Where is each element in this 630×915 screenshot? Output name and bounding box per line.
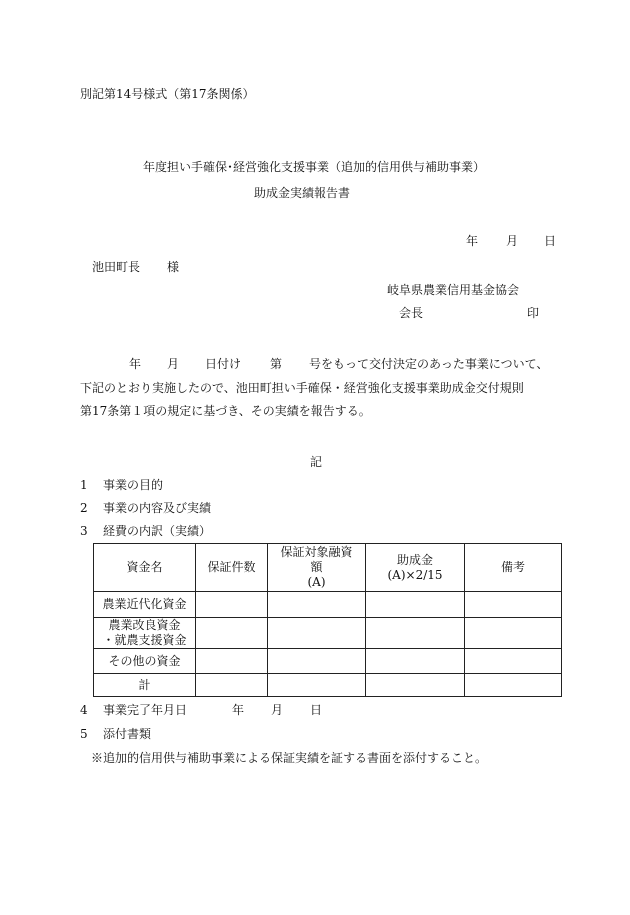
completion-month: 月 — [271, 703, 284, 717]
expense-table — [93, 543, 562, 697]
row-label-text: その他の資金 — [108, 653, 181, 668]
header-subsidy-line-2: (A)×2/15 — [387, 567, 443, 582]
completion-day: 日 — [310, 703, 323, 717]
header-fund-name-text: 資金名 — [126, 560, 163, 574]
header-loan-line-2: 額 — [310, 560, 323, 574]
body-month: 月 — [167, 357, 180, 371]
row-label-other-funds — [94, 649, 195, 673]
attachment-note: ※追加的信用供与補助事業による保証実績を証する書面を添付すること。 — [91, 751, 488, 765]
body-day: 日付け — [205, 357, 242, 371]
body-line-3: 第17条第１項の規定に基づき、その実績を報告する。 — [80, 404, 371, 418]
completion-year: 年 — [232, 703, 245, 717]
addressee-honorific: 様 — [167, 260, 180, 274]
header-subsidy-line-1: 助成金 — [396, 552, 433, 567]
header-subsidy — [366, 544, 464, 591]
item-label: 事業完了年月日 — [103, 703, 188, 717]
header-fund-name — [94, 544, 195, 591]
header-loan-line-3: (A) — [307, 575, 326, 589]
row-label-line-1: 農業改良資金 — [108, 618, 181, 632]
row-label-text: 計 — [138, 677, 151, 692]
item-label: 経費の内訳（実績） — [103, 524, 212, 538]
header-remarks — [465, 544, 561, 591]
item-number: 1 — [80, 478, 88, 492]
item-number: 2 — [80, 501, 88, 515]
body-year: 年 — [129, 357, 142, 371]
row-label-modernization-fund — [94, 592, 195, 617]
row-label-total — [94, 674, 195, 696]
ki-heading: 記 — [310, 455, 323, 469]
header-remarks-text: 備考 — [500, 560, 525, 574]
title-line-2: 助成金実績報告書 — [254, 186, 351, 200]
date-month: 月 — [506, 234, 519, 248]
form-reference: 別記第14号様式（第17条関係） — [80, 87, 255, 101]
date-day: 日 — [544, 234, 557, 248]
header-loan-line-1: 保証対象融資 — [280, 545, 353, 559]
seal-mark: 印 — [527, 306, 540, 320]
title-line-1: 年度担い手確保･経営強化支援事業（追加的信用供与補助事業） — [143, 160, 486, 174]
sender-organization: 岐阜県農業信用基金協会 — [387, 283, 520, 297]
body-line-2: 下記のとおり実施したので、池田町担い手確保・経営強化支援事業助成金交付規則 — [80, 381, 524, 395]
item-number: 3 — [80, 524, 88, 538]
date-year: 年 — [466, 234, 479, 248]
item-number: 5 — [80, 727, 88, 741]
item-label: 事業の目的 — [103, 478, 164, 492]
item-number: 4 — [80, 703, 88, 717]
header-guarantee-count — [196, 544, 267, 591]
header-guarantee-count-text: 保証件数 — [207, 560, 256, 574]
sender-title: 会長 — [399, 306, 424, 320]
item-label: 添付書類 — [103, 727, 152, 741]
addressee-name: 池田町長 — [92, 260, 141, 274]
row-label-improvement-fund — [94, 618, 195, 648]
item-label: 事業の内容及び実績 — [103, 501, 212, 515]
body-line-1-rest: 号をもって交付決定のあった事業について、 — [309, 357, 549, 371]
body-dai: 第 — [270, 357, 283, 371]
header-guaranteed-loan-amount — [268, 544, 365, 591]
row-label-text: 農業近代化資金 — [102, 597, 187, 611]
row-label-line-2: ・就農支援資金 — [102, 633, 187, 647]
